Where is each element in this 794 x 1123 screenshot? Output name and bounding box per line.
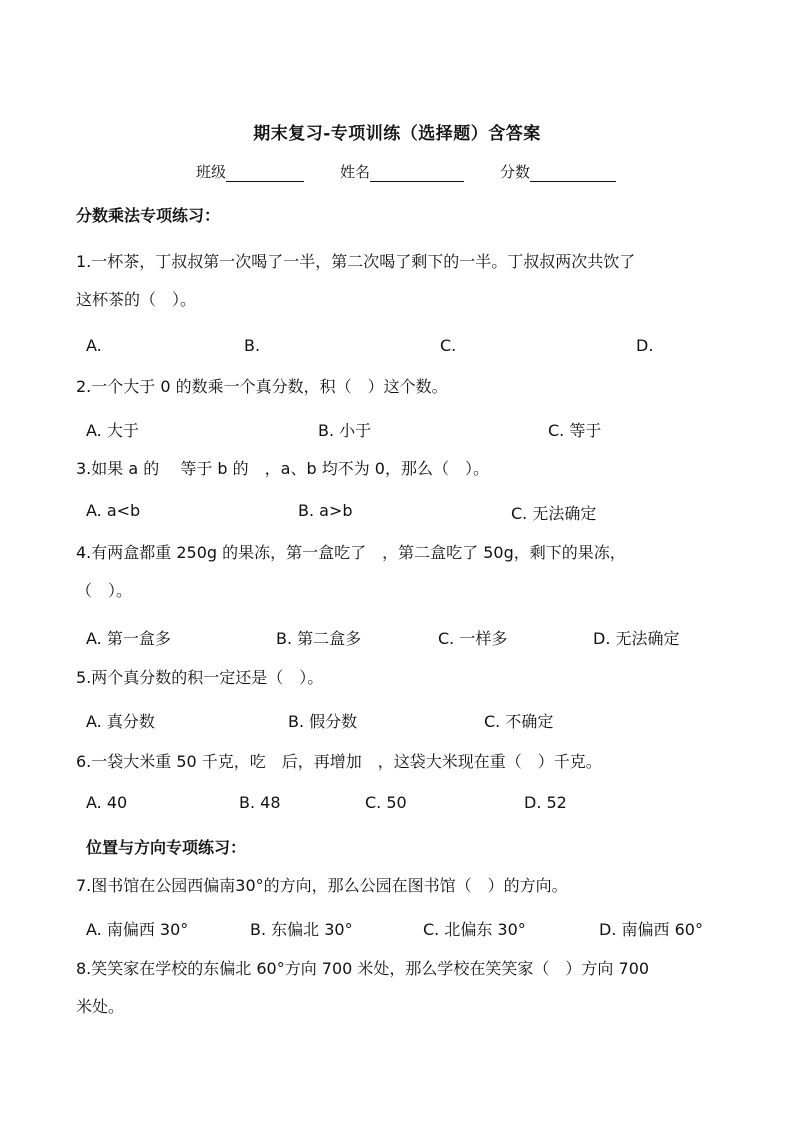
option-a[interactable]: A. 第一盒多	[86, 629, 171, 648]
option-c[interactable]: C. 无法确定	[511, 504, 597, 523]
question-text: 4.有两盒都重 250g 的果冻，第一盒吃了 ，第二盒吃了 50g，剩下的果冻，	[76, 543, 626, 562]
option-b[interactable]: B. 东偏北 30°	[250, 920, 353, 939]
option-c[interactable]: C. 50	[365, 793, 407, 812]
section-heading-direction: 位置与方向专项练习：	[86, 838, 247, 857]
question-4	[76, 534, 726, 610]
score-blank[interactable]	[530, 167, 616, 182]
option-a[interactable]: A. 40	[86, 793, 128, 812]
question-7	[76, 867, 726, 905]
option-b[interactable]: B.	[244, 336, 261, 355]
option-a[interactable]: A. 真分数	[86, 712, 155, 731]
question-text-cont: 这杯茶的（ ）。	[76, 290, 197, 309]
name-blank[interactable]	[370, 167, 464, 182]
option-a[interactable]: A. 大于	[86, 421, 139, 440]
option-a[interactable]: A. a<b	[86, 501, 141, 520]
section-heading-fractions: 分数乘法专项练习：	[76, 206, 221, 225]
option-c[interactable]: C. 一样多	[438, 629, 508, 648]
score-label: 分数	[500, 163, 531, 181]
name-label: 姓名	[340, 163, 371, 181]
question-6	[76, 743, 726, 781]
page-title: 期末复习-专项训练（选择题）含答案	[253, 124, 541, 144]
option-b[interactable]: B. 小于	[318, 421, 372, 440]
question-text: 2.一个大于 0 的数乘一个真分数，积（ ）这个数。	[76, 377, 448, 396]
option-c[interactable]: C. 北偏东 30°	[423, 920, 526, 939]
option-a[interactable]: A. 南偏西 30°	[86, 920, 189, 939]
option-d[interactable]: D.	[636, 336, 654, 355]
class-field	[196, 161, 304, 182]
class-label: 班级	[196, 163, 227, 181]
question-text: 8.笑笑家在学校的东偏北 60°方向 700 米处，那么学校在笑笑家（ ）方向 700	[76, 959, 650, 978]
option-d[interactable]: D. 南偏西 60°	[599, 920, 703, 939]
option-c[interactable]: C. 不确定	[484, 712, 554, 731]
option-b[interactable]: B. 第二盒多	[276, 629, 362, 648]
option-c[interactable]: C.	[440, 336, 457, 355]
question-text: 5.两个真分数的积一定还是（ ）。	[76, 668, 324, 687]
question-text-cont: 米处。	[76, 997, 125, 1016]
name-field	[340, 161, 464, 182]
option-d[interactable]: D. 52	[524, 793, 567, 812]
question-1	[76, 243, 726, 319]
class-blank[interactable]	[226, 167, 304, 182]
option-d[interactable]: D. 无法确定	[593, 629, 680, 648]
question-5	[76, 659, 726, 697]
question-text: 3.如果 a 的 等于 b 的 ，a、b 均不为 0，那么（ ）。	[76, 459, 489, 478]
question-text: 1.一杯茶，丁叔叔第一次喝了一半，第二次喝了剩下的一半。丁叔叔两次共饮了	[76, 252, 636, 271]
question-text: 7.图书馆在公园西偏南30°的方向，那么公园在图书馆（ ）的方向。	[76, 876, 568, 895]
option-c[interactable]: C. 等于	[548, 421, 602, 440]
question-3	[76, 450, 726, 488]
option-b[interactable]: B. 48	[239, 793, 281, 812]
option-b[interactable]: B. a>b	[298, 501, 353, 520]
score-field	[500, 161, 616, 182]
question-2	[76, 368, 726, 406]
option-b[interactable]: B. 假分数	[288, 712, 358, 731]
question-text-cont: （ ）。	[76, 581, 133, 600]
question-text: 6.一袋大米重 50 千克，吃 后，再增加 ，这袋大米现在重（ ）千克。	[76, 752, 602, 771]
option-a[interactable]: A.	[86, 336, 102, 355]
question-8	[76, 950, 726, 1026]
